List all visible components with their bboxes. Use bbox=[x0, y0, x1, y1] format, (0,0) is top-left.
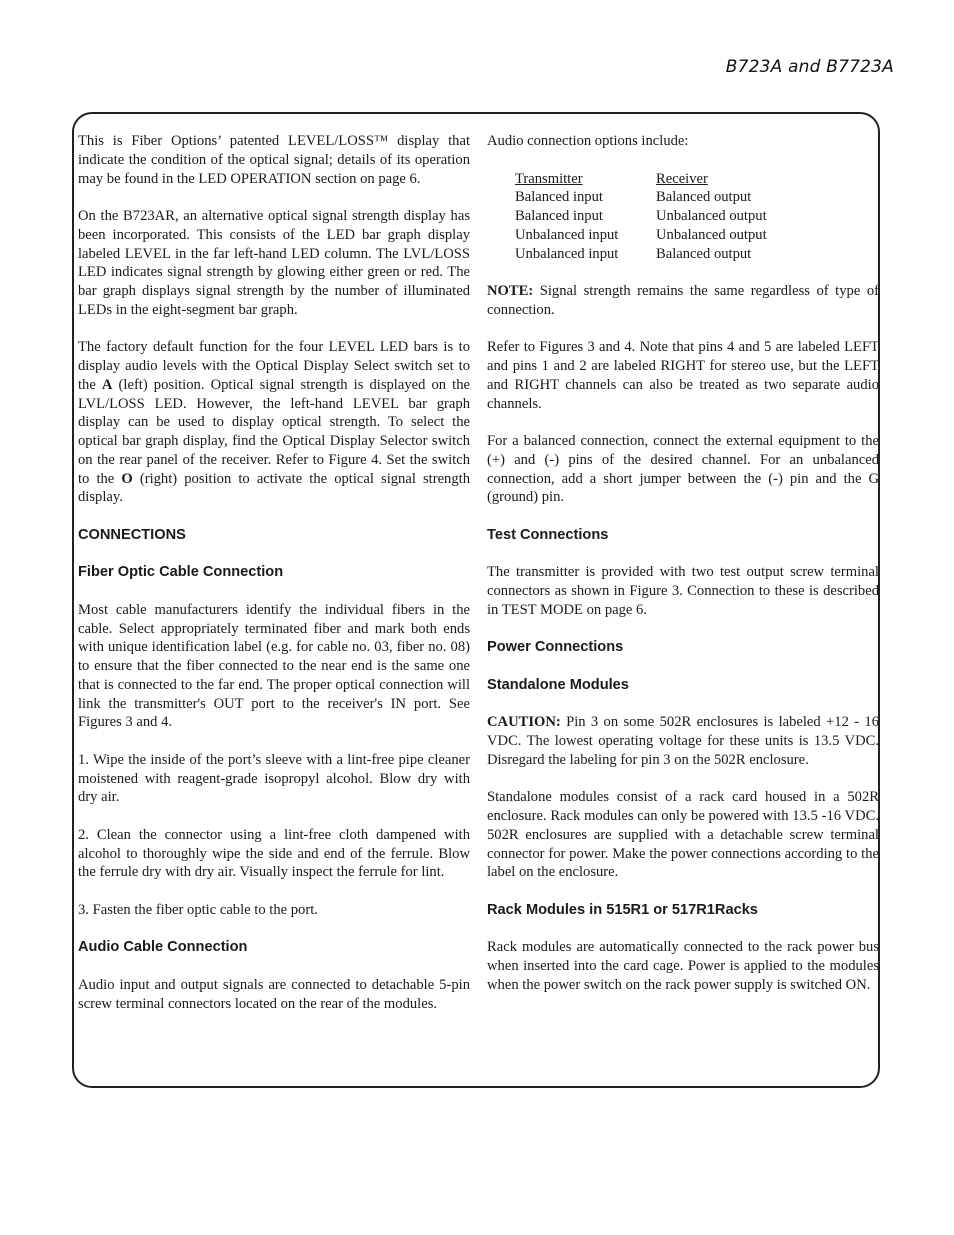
transmitter-header: Transmitter bbox=[515, 170, 583, 187]
switch-o-label: O bbox=[121, 470, 133, 487]
fiber-heading: Fiber Optic Cable Connection bbox=[78, 564, 284, 581]
table-cell: Unbalanced input bbox=[515, 245, 619, 262]
rack-paragraph: Rack modules are automatically connected to the rack power bus when inserted into the card cage. Power is applied to the modules when the power switch on the rack power supply is switched ON. bbox=[487, 939, 879, 993]
rack-heading: Rack Modules in 515R1 or 517R1Racks bbox=[487, 901, 758, 918]
audio-paragraph: Audio input and output signals are connected to detachable 5-pin screw terminal connectors located on the rear of the modules. bbox=[78, 976, 470, 1012]
receiver-header: Receiver bbox=[656, 170, 708, 187]
test-paragraph: The transmitter is provided with two test output screw terminal connectors as shown in Figure 3. Connection to these is described in TEST MODE on page 6. bbox=[487, 564, 879, 618]
step-3-paragraph: 3. Fasten the fiber optic cable to the port. bbox=[78, 901, 318, 918]
table-row bbox=[515, 245, 767, 264]
table-row bbox=[515, 207, 767, 226]
document-title: B723A and B7723A bbox=[725, 57, 894, 77]
audio-options-table bbox=[515, 170, 767, 264]
level-loss-paragraph: This is Fiber Options’ patented LEVEL/LOSS™ display that indicate the condition of the optical signal; details of its operation may be found in the LED OPERATION section on page 6. bbox=[78, 133, 470, 187]
options-intro: Audio connection options include: bbox=[487, 133, 689, 149]
step-1-paragraph: 1. Wipe the inside of the port’s sleeve with a lint-free pipe cleaner moistened with reagent-grade isopropyl alcohol. Blow dry with dry air. bbox=[78, 751, 470, 806]
note-paragraph bbox=[487, 282, 879, 320]
caution-paragraph bbox=[487, 713, 879, 769]
table-cell: Balanced output bbox=[656, 245, 752, 262]
table-row bbox=[515, 188, 767, 207]
test-heading: Test Connections bbox=[487, 526, 609, 543]
table-cell: Unbalanced input bbox=[515, 226, 619, 243]
fiber-paragraph: Most cable manufacturers identify the individual fibers in the cable. Select appropriately terminated fiber and mark both ends with unique identification label (e.g. for cable no. 03, fiber no. 08) to ensure that the fiber connected to the near end is the same one that is connected to the far end. The proper optical connection will link the transmitter's OUT port to the receiver's IN port. See Figures 3 and 4. bbox=[78, 601, 470, 731]
note-label: NOTE: bbox=[487, 283, 534, 299]
connections-heading: CONNECTIONS bbox=[78, 526, 186, 543]
text-run: (right) position to activate the optical signal strength display. bbox=[78, 470, 471, 506]
balanced-paragraph: For a balanced connection, connect the external equipment to the (+) and (-) pins of the desired channel. For an unbalanced connection, add a short jumper between the (-) pin and the G (ground) pin. bbox=[487, 433, 879, 506]
table-cell: Balanced output bbox=[656, 189, 752, 206]
alt-display-paragraph: On the B723AR, an alternative optical signal strength display has been incorporated. This consists of the LED bar graph display labeled LEVEL in the far left-hand LED column. The LVL/LOSS LED indicates signal strength by glowing either green or red. The bar graph displays signal strength by the number of illuminated LEDs in the eight-segment bar graph. bbox=[78, 208, 470, 318]
caution-label: CAUTION: bbox=[487, 714, 561, 731]
text-run: (left) position. Optical signal strength is displayed on the LVL/LOSS LED. However, the left-hand LEVEL bar graph display can be used to display optical strength. To select the optical bar graph display, find the Optical Display Selector switch on the rear panel of the receiver. Refer to Figure 4. Set the switch to the bbox=[78, 376, 470, 487]
standalone-paragraph: Standalone modules consist of a rack card housed in a 502R enclosure. Rack modules can only be powered with 13.5 -16 VDC. 502R enclosures are supplied with a detachable screw terminal connector for power. Make the power connections according to the label on the enclosure. bbox=[487, 789, 879, 881]
table-row bbox=[515, 226, 767, 245]
pins-paragraph: Refer to Figures 3 and 4. Note that pins 4 and 5 are labeled LEFT and pins 1 and 2 are labeled RIGHT for stereo use, but the LEFT and RIGHT channels can also be treated as two separate audio channels. bbox=[487, 339, 879, 412]
text-run: Signal strength remains the same regardless of type of connection. bbox=[487, 283, 879, 318]
text-run: Pin 3 on some 502R enclosures is labeled +12 - 16 VDC. The lowest operating voltage for these units is 13.5 VDC. Disregard the labeling for pin 3 on the 502R enclosure. bbox=[487, 714, 879, 768]
audio-heading: Audio Cable Connection bbox=[78, 939, 248, 956]
power-heading: Power Connections bbox=[487, 639, 624, 656]
step-2-paragraph: 2. Clean the connector using a lint-free cloth dampened with alcohol to thoroughly wipe the side and end of the ferrule. Blow the ferrule dry with dry air. Visually inspect the ferrule for lint. bbox=[78, 826, 470, 881]
left-column bbox=[78, 132, 470, 1032]
table-header-row bbox=[515, 170, 767, 189]
standalone-heading: Standalone Modules bbox=[487, 676, 629, 693]
table-cell: Balanced input bbox=[515, 208, 603, 224]
switch-a-label: A bbox=[101, 376, 113, 393]
text-run: The factory default function for the four LEVEL LED bars is to display audio levels with the Optical Display Select switch set to the bbox=[78, 339, 470, 393]
right-column bbox=[487, 132, 879, 1013]
table-cell: Balanced input bbox=[515, 189, 603, 206]
table-cell: Unbalanced output bbox=[656, 226, 767, 243]
factory-default-paragraph bbox=[78, 338, 470, 507]
table-cell: Unbalanced output bbox=[656, 208, 767, 224]
